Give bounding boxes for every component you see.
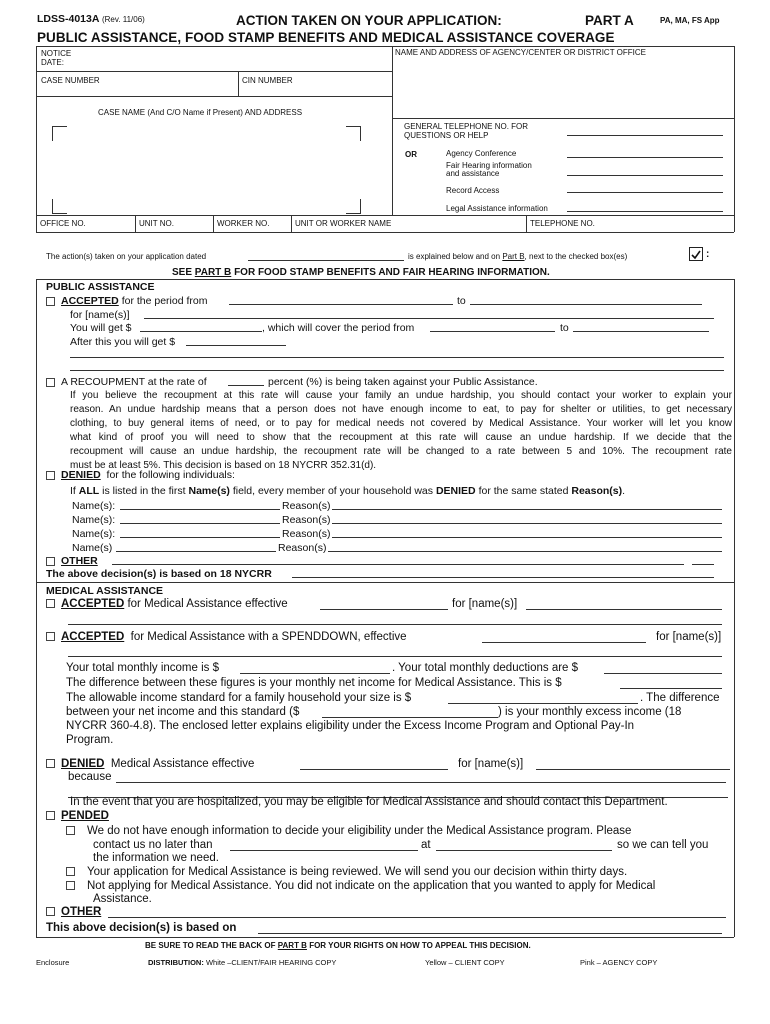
ma-denied-row: DENIED Medical Assistance effective — [46, 758, 254, 770]
address-corner-tl — [52, 126, 67, 141]
distribution-yellow: Yellow – CLIENT COPY — [425, 958, 505, 967]
ma-names-field[interactable] — [526, 609, 722, 610]
cin-number-label: CIN NUMBER — [242, 76, 293, 85]
fair-hearing-field[interactable] — [567, 175, 723, 176]
gen-phone-label-1: GENERAL TELEPHONE NO. FOR — [404, 122, 529, 131]
ma-heading: MEDICAL ASSISTANCE — [46, 585, 164, 597]
recoupment-text: percent (%) is being taken against your Public Assistance. — [268, 376, 538, 388]
pa-decision-label: The above decision(s) is based on 18 NYCRR — [46, 568, 272, 580]
distribution-pink: Pink – AGENCY COPY — [580, 958, 658, 967]
see-part-b-note: SEE PART B FOR FOOD STAMP BENEFITS AND FAIR HEARING INFORMATION. — [172, 267, 550, 278]
ma-denied-effective-field[interactable] — [300, 769, 448, 770]
spenddown-for-names-label: for [name(s)] — [656, 631, 722, 643]
action-explained: is explained below and on Part B, next to the checked box(es) — [408, 252, 628, 261]
form-subtitle: PUBLIC ASSISTANCE, FOOD STAMP BENEFITS AND MEDICAL ASSISTANCE COVERAGE — [37, 30, 615, 45]
recoupment-rate-field[interactable] — [228, 385, 264, 386]
address-corner-tr — [346, 126, 361, 141]
difference-field[interactable] — [620, 688, 722, 689]
appeal-rights-note: BE SURE TO READ THE BACK OF PART B FOR YOUR RIGHTS ON HOW TO APPEAL THIS DECISION. — [145, 941, 531, 950]
pa-cover-period: , which will cover the period from — [262, 322, 415, 334]
form-title: ACTION TAKEN ON YOUR APPLICATION: — [236, 13, 502, 28]
denied-reason-label-1: Reason(s) — [282, 500, 331, 512]
spenddown-checkbox[interactable] — [46, 632, 55, 641]
pa-accepted-row: ACCEPTED for the period from — [46, 295, 207, 307]
not-applying-checkbox[interactable] — [66, 881, 75, 890]
ma-denied-names-field[interactable] — [536, 769, 730, 770]
denied-reason-label-2: Reason(s) — [282, 514, 331, 526]
legal-assistance-label: Legal Assistance information — [446, 204, 548, 213]
ma-bottom-rule — [36, 937, 734, 938]
denied-reason-field-2[interactable] — [332, 523, 722, 524]
agency-name-label: NAME AND ADDRESS OF AGENCY/CENTER OR DISTRICT OFFICE — [395, 48, 646, 57]
reviewed-row: Your application for Medical Assistance is being reviewed. We will send you our decision within thirty days. — [66, 866, 627, 878]
agency-conference-field[interactable] — [567, 157, 723, 158]
denied-reason-label-4: Reason(s) — [278, 542, 327, 554]
office-no-label: OFFICE NO. — [40, 219, 86, 228]
difference-label: The difference between these figures is your monthly net income for Medical Assistance. This is $ — [66, 677, 562, 689]
denied-reason-field-4[interactable] — [328, 551, 722, 552]
checkmark-icon — [689, 247, 703, 261]
reviewed-checkbox[interactable] — [66, 867, 75, 876]
pa-other-field-end[interactable] — [692, 564, 714, 565]
fair-hearing-label-2: and assistance — [446, 169, 500, 178]
pa-names-field[interactable] — [144, 318, 714, 319]
income-label: Your total monthly income is $ — [66, 662, 219, 674]
denied-name-label-3: Name(s): — [72, 528, 116, 540]
pa-cover-from-field[interactable] — [430, 331, 555, 332]
excess-field[interactable] — [322, 717, 498, 718]
ma-top-rule — [36, 582, 734, 583]
recoupment-checkbox[interactable] — [46, 378, 55, 387]
allowable-label: The allowable income standard for a family household your size is $ — [66, 692, 412, 704]
denied-name-field-1[interactable] — [120, 509, 280, 510]
recoupment-row: A RECOUPMENT at the rate of — [46, 376, 207, 388]
unit-no-label: UNIT NO. — [139, 219, 174, 228]
pa-period-to-field[interactable] — [470, 304, 702, 305]
ma-other-checkbox[interactable] — [46, 907, 55, 916]
legal-assistance-field[interactable] — [567, 211, 723, 212]
record-access-label: Record Access — [446, 186, 500, 195]
ma-effective-field[interactable] — [320, 609, 448, 610]
pa-denied-checkbox[interactable] — [46, 471, 55, 480]
pa-cover-to-field[interactable] — [573, 331, 709, 332]
telephone-no-label: TELEPHONE NO. — [530, 219, 595, 228]
tell-you-label: so we can tell you — [617, 839, 709, 851]
address-corner-bl — [52, 199, 67, 214]
because-label: because — [68, 771, 112, 783]
denied-reason-field-1[interactable] — [332, 509, 722, 510]
contact-date-field[interactable] — [230, 850, 418, 851]
pa-other-field[interactable] — [112, 564, 684, 565]
pa-to-label: to — [457, 295, 466, 307]
because-field-1[interactable] — [116, 782, 726, 783]
fair-hearing-label-1: Fair Hearing information — [446, 161, 532, 170]
or-label: OR — [405, 150, 417, 159]
denied-name-field-2[interactable] — [120, 523, 280, 524]
pa-you-will-get: You will get $ — [70, 322, 132, 334]
pa-denied-instruction: If ALL is listed in the first Name(s) field, every member of your household was DENIED for the same stated Reason(s). — [70, 485, 626, 497]
info-checkbox[interactable] — [66, 826, 75, 835]
notice-date-label: NOTICE DATE: — [41, 49, 72, 67]
denied-reason-label-3: Reason(s) — [282, 528, 331, 540]
denied-name-label-1: Name(s): — [72, 500, 116, 512]
pa-blank-line-2[interactable] — [70, 370, 724, 371]
ma-decision-field[interactable] — [258, 933, 722, 934]
form-id: LDSS-4013A (Rev. 11/06) — [37, 13, 145, 25]
deductions-label: . Your total monthly deductions are $ — [392, 662, 579, 674]
pa-blank-line-1[interactable] — [70, 357, 724, 358]
pa-accepted-checkbox[interactable] — [46, 297, 55, 306]
contact-by-label: contact us no later than — [93, 839, 213, 851]
pa-left-rule — [36, 279, 37, 582]
agency-conference-label: Agency Conference — [446, 149, 517, 158]
info-row: We do not have enough information to decide your eligibility under the Medical Assistance program. Please — [66, 825, 631, 837]
ma-other-field[interactable] — [108, 917, 726, 918]
nycrr-line: NYCRR 360-4.8). The enclosed letter explains eligibility under the Excess Income Program and Optional Pay-In — [66, 720, 635, 732]
denied-name-field-3[interactable] — [120, 537, 280, 538]
gen-phone-label-2: QUESTIONS OR HELP — [404, 131, 489, 140]
deductions-field[interactable] — [604, 673, 722, 674]
pa-right-rule — [734, 279, 735, 582]
pa-period-from-field[interactable] — [229, 304, 453, 305]
denied-reason-field-3[interactable] — [332, 537, 722, 538]
pa-after-this: After this you will get $ — [70, 336, 176, 348]
denied-name-field-4[interactable] — [116, 551, 276, 552]
contact-at-field[interactable] — [436, 850, 612, 851]
pa-top-rule — [36, 279, 734, 280]
address-corner-br — [346, 199, 361, 214]
pa-amount-field[interactable] — [140, 331, 262, 332]
pa-for-names-label: for [name(s)] — [70, 309, 130, 321]
info-needed-label: the information we need. — [93, 852, 219, 864]
spenddown-effective-field[interactable] — [482, 642, 646, 643]
gen-phone-field[interactable] — [567, 135, 723, 136]
record-access-field[interactable] — [567, 192, 723, 193]
pa-after-amount-field[interactable] — [186, 345, 286, 346]
application-date-field[interactable] — [248, 260, 404, 261]
pa-other-checkbox[interactable] — [46, 557, 55, 566]
program-codes: PA, MA, FS App — [660, 16, 720, 25]
checkmark-colon: : — [706, 249, 710, 260]
income-field[interactable] — [240, 673, 390, 674]
pa-heading: PUBLIC ASSISTANCE — [46, 281, 155, 293]
ma-decision-label: This above decision(s) is based on — [46, 922, 237, 934]
between-label: between your net income and this standard ($ — [66, 706, 300, 718]
enclosure-label: Enclosure — [36, 958, 70, 967]
the-difference-label: . The difference — [640, 692, 720, 704]
part-label: PART A — [585, 13, 634, 28]
denied-name-label-4: Name(s) — [72, 542, 113, 554]
pended-checkbox[interactable] — [46, 811, 55, 820]
pended-row: PENDED — [46, 810, 109, 822]
ma-other-row: OTHER — [46, 906, 101, 918]
not-applying-cont: Assistance. — [93, 893, 152, 905]
ma-blank-line-1[interactable] — [68, 624, 722, 625]
unit-worker-name-label: UNIT OR WORKER NAME — [295, 219, 392, 228]
excess-label: ) is your monthly excess income (18 — [498, 706, 682, 718]
spenddown-row: ACCEPTED for Medical Assistance with a SPENDDOWN, effective — [46, 631, 407, 643]
pa-to-label-2: to — [560, 322, 569, 334]
case-number-label: CASE NUMBER — [41, 76, 100, 85]
pa-denied-row: DENIED for the following individuals: — [46, 469, 235, 481]
contact-at-label: at — [421, 839, 431, 851]
allowable-field[interactable] — [448, 703, 638, 704]
action-dated-label: The action(s) taken on your application dated — [46, 252, 207, 261]
ma-for-names-label: for [name(s)] — [452, 598, 518, 610]
ma-left-rule — [36, 582, 37, 937]
ma-accepted-checkbox[interactable] — [46, 599, 55, 608]
ma-right-rule — [734, 582, 735, 937]
pa-other-row: OTHER — [46, 555, 98, 567]
not-applying-row: Not applying for Medical Assistance. You did not indicate on the application that you wanted to apply for Medical — [66, 880, 655, 892]
program-line: Program. — [66, 734, 114, 746]
denied-name-label-2: Name(s): — [72, 514, 116, 526]
spenddown-names-field[interactable] — [68, 656, 722, 657]
recoupment-paragraph: If you believe the recoupment at this rate will cause your family an undue hardship, you should contact your worker to explain your reason. An undue hardship means that a person does not have enough income to eat, to pay for shelter or utilities, to get necessary clothing, to buy general items of need, or to pay for medical needs not covered by Medical Assistance. Your worker will let you know what kind of proof you will need to show that the recoupment at this rate will cause an undue hardship. If we decide that the recoupment will cause an undue hardship, the recoupment rate will be changed to a rate between 5 and 10%. The recoupment rate must be at least 5%. This decision is based on 18 NYCRR 352.31(d). — [70, 390, 732, 471]
ma-denied-for-names: for [name(s)] — [458, 758, 524, 770]
worker-no-label: WORKER NO. — [217, 219, 270, 228]
ma-accepted-row: ACCEPTED for Medical Assistance effective — [46, 598, 288, 610]
distribution-white: DISTRIBUTION: White –CLIENT/FAIR HEARING COPY — [148, 958, 337, 967]
pa-decision-field[interactable] — [292, 577, 714, 578]
ma-denied-checkbox[interactable] — [46, 759, 55, 768]
case-name-label: CASE NAME (And C/O Name if Present) AND ADDRESS — [98, 108, 303, 117]
hospitalized-note: In the event that you are hospitalized, you may be eligible for Medical Assistance and should contact this Department. — [70, 796, 668, 808]
